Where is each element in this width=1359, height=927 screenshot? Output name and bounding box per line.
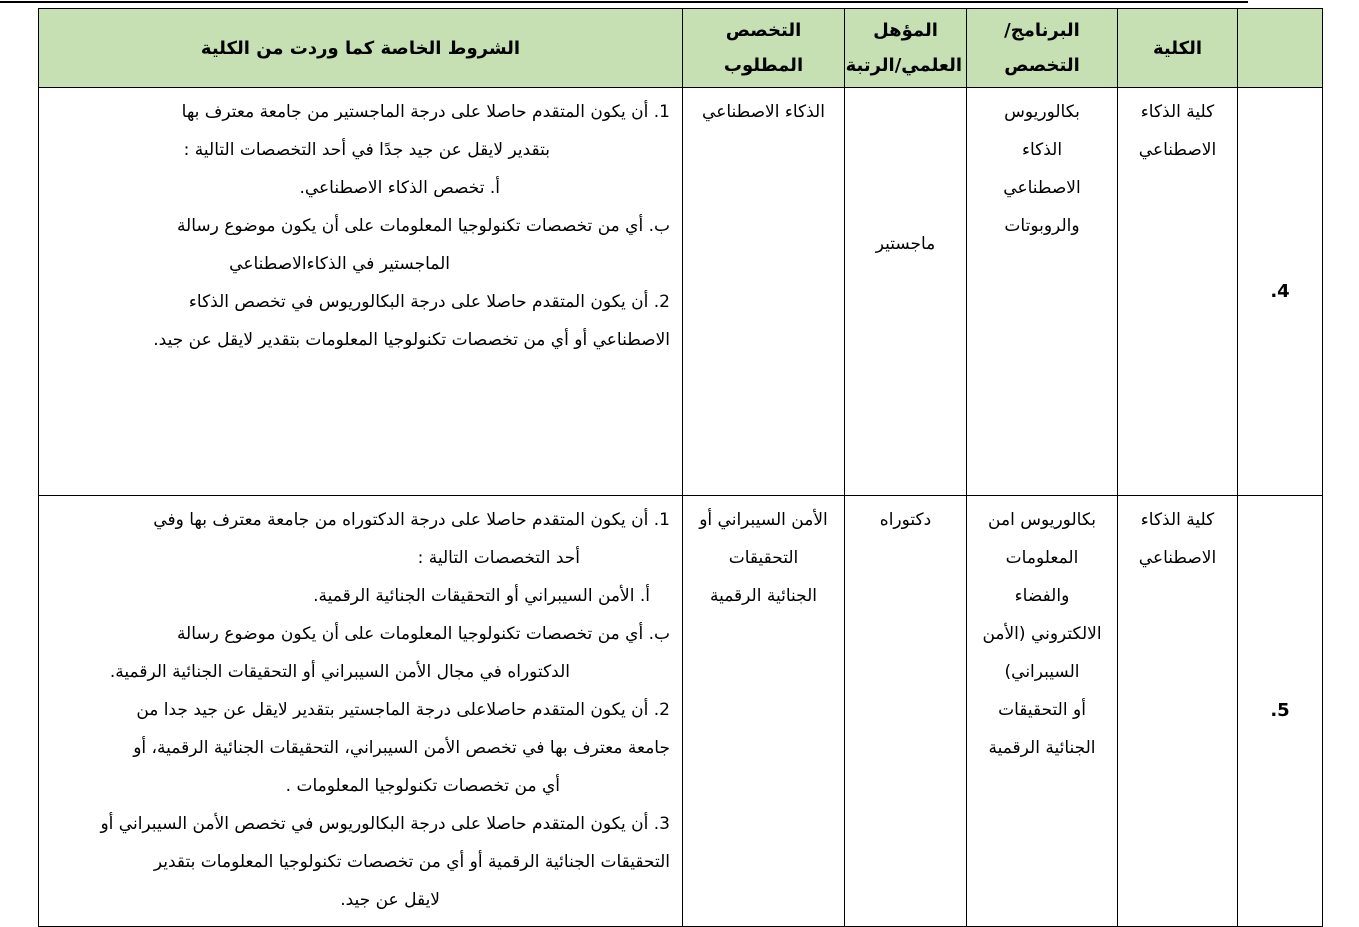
- header-cell-program: [967, 9, 1118, 88]
- text-line: الالكتروني (الأمن: [982, 624, 1102, 644]
- text-line: 1. أن يكون المتقدم حاصلا على درجة الدكتوراه من جامعة معترف بها وفي: [153, 510, 670, 530]
- text-line: بتقدير لايقل عن جيد جدًا في أحد التخصصات التالية :: [183, 140, 550, 160]
- header-cell-qualification: [845, 9, 967, 88]
- text-line: بكالوريوس امن: [988, 510, 1096, 530]
- header-cell-conditions: الشروط الخاصة كما وردت من الكلية: [39, 9, 683, 88]
- required-specialization-cell: [683, 88, 845, 496]
- conditions-cell: [39, 88, 683, 496]
- text-line: 2. أن يكون المتقدم حاصلا على درجة البكالوريوس في تخصص الذكاء: [188, 292, 670, 312]
- text-line: أ. تخصص الذكاء الاصطناعي.: [299, 178, 500, 198]
- text-line: التحقيقات: [728, 548, 799, 568]
- program-cell: [967, 88, 1118, 496]
- text-line: المؤهل: [873, 20, 938, 41]
- text-line: المعلومات: [1005, 548, 1079, 568]
- text-line: التخصص: [725, 20, 802, 41]
- text-line: ب. أي من تخصصات تكنولوجيا المعلومات على أن يكون موضوع رسالة: [176, 216, 670, 236]
- text-line: جامعة معترف بها في تخصص الأمن السيبراني، التحقيقات الجنائية الرقمية، أو: [133, 738, 670, 758]
- text-line: كلية الذكاء: [1140, 510, 1215, 530]
- row-number-cell: [1238, 496, 1323, 927]
- row-number-cell: [1238, 88, 1323, 496]
- text-line: الجنائية الرقمية: [709, 586, 818, 606]
- text-line: والفضاء: [1014, 586, 1070, 606]
- text-line: العلمي/الرتبة: [845, 55, 962, 76]
- text-line: الجنائية الرقمية: [988, 738, 1096, 758]
- text-line: كلية الذكاء: [1140, 102, 1215, 122]
- text-line: الذكاء الاصطناعي: [702, 102, 825, 122]
- text-line: الدكتوراه في مجال الأمن السيبراني أو التحقيقات الجنائية الرقمية.: [109, 662, 570, 682]
- text-line: الاصطناعي أو أي من تخصصات تكنولوجيا المعلومات بتقدير لايقل عن جيد.: [153, 330, 670, 350]
- table-header-row: [39, 9, 1323, 88]
- header-cell-row-number: [1238, 9, 1323, 88]
- text-line: الأمن السيبراني أو: [699, 510, 828, 530]
- text-line: المطلوب: [723, 55, 804, 76]
- qualification-cell: ماجستير: [845, 88, 967, 496]
- text-line: لايقل عن جيد.: [340, 890, 440, 910]
- program-cell: [967, 496, 1118, 927]
- header-cell-college: الكلية: [1118, 9, 1238, 88]
- text-line: أحد التخصصات التالية :: [417, 548, 580, 568]
- text-line: الماجستير في الذكاءالاصطناعي: [229, 254, 450, 274]
- text-line: والروبوتات: [1004, 216, 1080, 236]
- text-line: التحقيقات الجنائية الرقمية أو أي من تخصصات تكنولوجيا المعلومات بتقدير: [153, 852, 670, 872]
- text-line: البرنامج/: [1004, 20, 1080, 41]
- text-line: أي من تخصصات تكنولوجيا المعلومات .: [285, 776, 560, 796]
- text-line: ب. أي من تخصصات تكنولوجيا المعلومات على أن يكون موضوع رسالة: [176, 624, 670, 644]
- text-line: 2. أن يكون المتقدم حاصلاعلى درجة الماجستير بتقدير لايقل عن جيد جدا من: [136, 700, 670, 720]
- table-row: [39, 88, 1323, 496]
- text-line: الاصطناعي: [1138, 548, 1217, 568]
- text-line: أو التحقيقات: [998, 700, 1086, 720]
- row-number-value: .4: [1270, 280, 1290, 302]
- table-row: [39, 496, 1323, 927]
- qualification-cell: دكتوراه: [845, 496, 967, 927]
- conditions-cell: [39, 496, 683, 927]
- admission-requirements-table: [38, 8, 1323, 927]
- text-line: 3. أن يكون المتقدم حاصلا على درجة البكالوريوس في تخصص الأمن السيبراني أو: [100, 814, 670, 834]
- text-line: الاصطناعي: [1003, 178, 1081, 198]
- text-line: 1. أن يكون المتقدم حاصلا على درجة الماجستير من جامعة معترف بها: [181, 102, 670, 122]
- text-line: الذكاء: [1021, 140, 1063, 160]
- college-cell: [1118, 88, 1238, 496]
- text-line: أ. الأمن السيبراني أو التحقيقات الجنائية الرقمية.: [313, 586, 650, 606]
- row-number-value: .5: [1270, 700, 1290, 721]
- header-cell-required-specialization: [683, 9, 845, 88]
- text-line: بكالوريوس: [1004, 102, 1080, 122]
- text-line: التخصص: [1004, 55, 1080, 76]
- page-top-border-line: [0, 1, 1248, 3]
- required-specialization-cell: [683, 496, 845, 927]
- college-cell: [1118, 496, 1238, 927]
- text-line: السيبراني): [1004, 662, 1080, 682]
- text-line: الاصطناعي: [1138, 140, 1217, 160]
